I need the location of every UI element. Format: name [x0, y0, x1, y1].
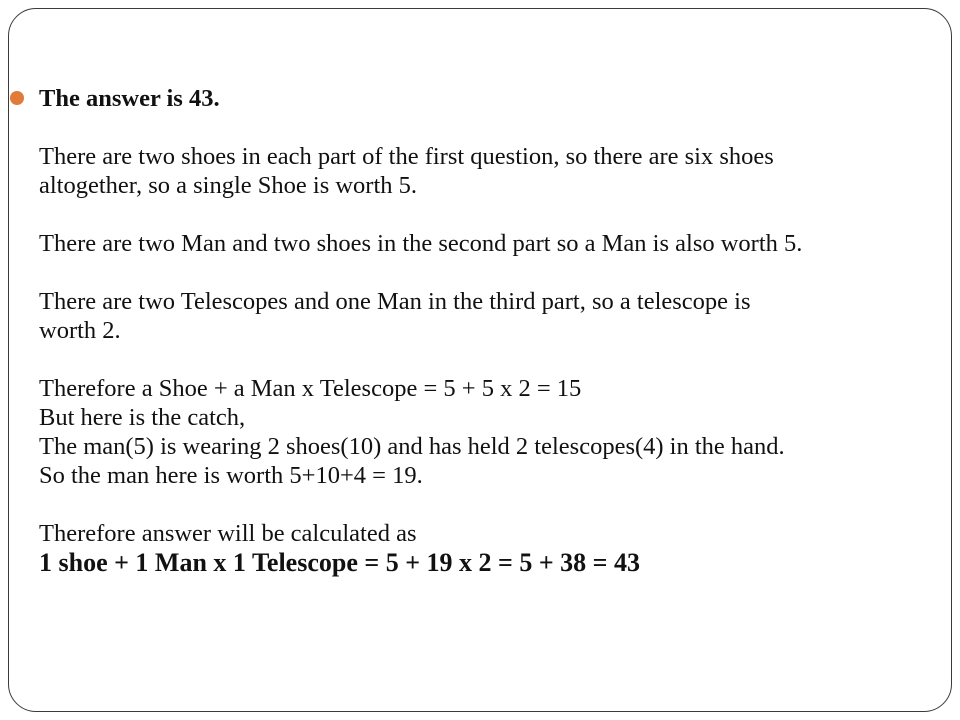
shoe-explanation-line-1: There are two shoes in each part of the first question, so there are six shoes — [39, 143, 774, 170]
final-intro-line: Therefore answer will be calculated as — [39, 520, 417, 547]
slide-content — [39, 84, 939, 577]
spacer — [39, 490, 939, 519]
bullet-dot-icon — [10, 91, 24, 105]
man-explanation-line: There are two Man and two shoes in the second part so a Man is also worth 5. — [39, 230, 803, 257]
answer-heading: The answer is 43. — [39, 85, 220, 112]
man-wearing-line: The man(5) is wearing 2 shoes(10) and has held 2 telescopes(4) in the hand. — [39, 433, 785, 460]
catch-line: But here is the catch, — [39, 404, 246, 431]
telescope-explanation-line-2: worth 2. — [39, 317, 121, 344]
shoe-explanation-line-2: altogether, so a single Shoe is worth 5. — [39, 172, 418, 199]
man-worth-line: So the man here is worth 5+10+4 = 19. — [39, 462, 423, 489]
final-equation-line: 1 shoe + 1 Man x 1 Telescope = 5 + 19 x 2 = 5 + 38 = 43 — [39, 548, 640, 577]
first-calculation-line: Therefore a Shoe + a Man x Telescope = 5 + 5 x 2 = 15 — [39, 375, 582, 402]
spacer — [39, 113, 939, 142]
spacer — [39, 200, 939, 229]
spacer — [39, 345, 939, 374]
telescope-explanation-line-1: There are two Telescopes and one Man in the third part, so a telescope is — [39, 288, 751, 315]
spacer — [39, 258, 939, 287]
